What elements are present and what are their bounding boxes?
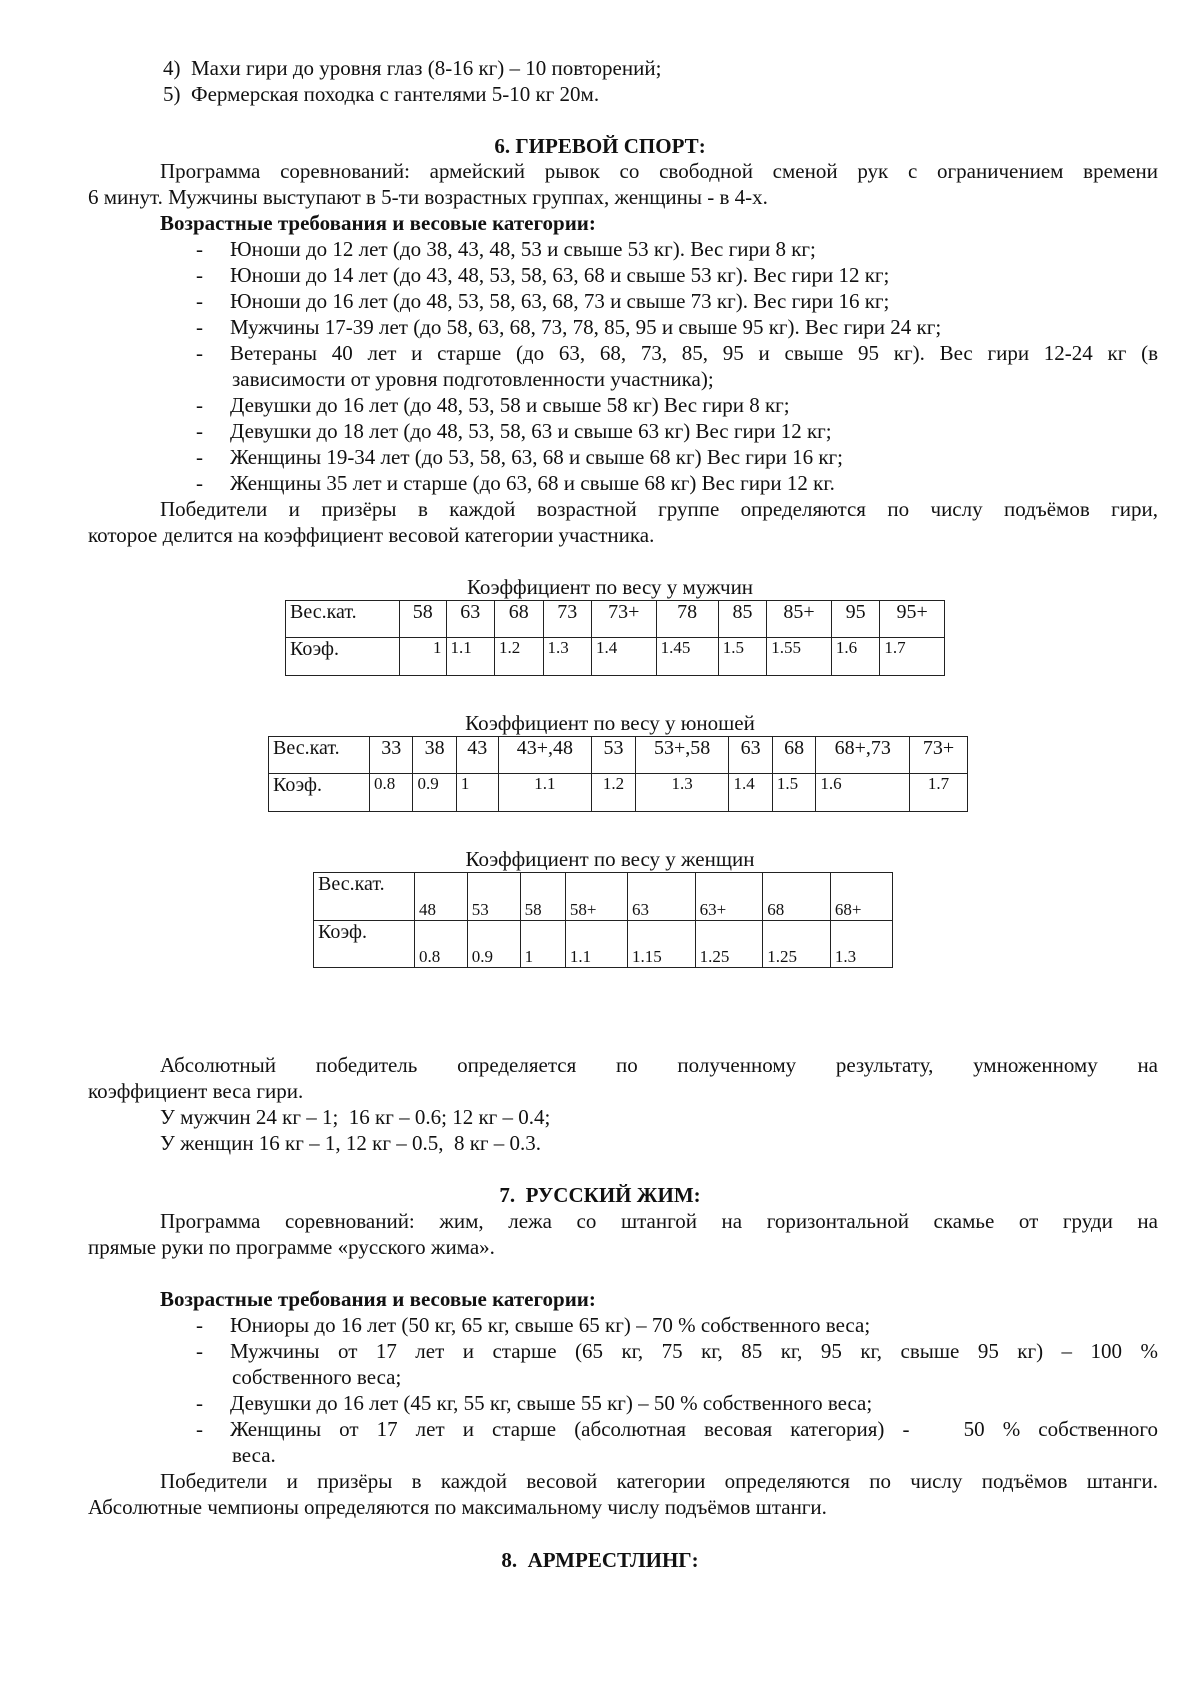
bullet-dash: -	[196, 1313, 203, 1337]
table-cell: 73+	[910, 737, 968, 774]
table-cell: 1.45	[656, 638, 718, 676]
coef-table-youth	[268, 736, 968, 812]
paragraph-line: Абсолютные чемпионы определяются по максимальному числу подъёмов штанги.	[88, 1495, 827, 1519]
table-cell: 1.1	[565, 921, 627, 968]
list-item: Юниоры до 16 лет (50 кг, 65 кг, свыше 65 кг) – 70 % собственного веса;	[230, 1313, 871, 1337]
table-cell: 1.1	[446, 638, 495, 676]
bullet-dash: -	[196, 237, 203, 261]
list-item: Мужчины от 17 лет и старше (65 кг, 75 кг, 85 кг, 95 кг, свыше 95 кг) – 100 %	[230, 1339, 1158, 1363]
table-cell: 63	[729, 737, 772, 774]
coef-table-women	[313, 872, 893, 968]
coef-table-men	[285, 600, 945, 676]
list-item-continuation: веса.	[232, 1443, 276, 1467]
table-cell: 33	[370, 737, 413, 774]
table-header-cell: Коэф.	[269, 774, 370, 812]
list-item: Юноши до 12 лет (до 38, 43, 48, 53 и свыше 53 кг). Вес гири 8 кг;	[230, 237, 816, 261]
list-item: 5) Фермерская походка с гантелями 5-10 кг 20м.	[163, 82, 600, 106]
paragraph-line: коэффициент веса гири.	[88, 1079, 304, 1103]
table-header-cell: Вес.кат.	[314, 873, 415, 921]
table-cell: 1.7	[880, 638, 945, 676]
list-item-continuation: зависимости от уровня подготовленности участника);	[232, 367, 714, 391]
paragraph-line: Абсолютный победитель определяется по полученному результату, умноженному на	[160, 1053, 1158, 1077]
bullet-dash: -	[196, 263, 203, 287]
table-cell: 68+,73	[816, 737, 910, 774]
table-cell: 0.9	[467, 921, 520, 968]
list-item: Девушки до 16 лет (до 48, 53, 58 и свыше 58 кг) Вес гири 8 кг;	[230, 393, 790, 417]
section-heading: 7. РУССКИЙ ЖИМ:	[499, 1183, 701, 1207]
table-cell: 63	[628, 873, 696, 921]
paragraph-line: У женщин 16 кг – 1, 12 кг – 0.5, 8 кг – 0.3.	[160, 1131, 542, 1155]
table-cell: 1.3	[830, 921, 892, 968]
table-header-cell: Коэф.	[286, 638, 400, 676]
bullet-dash: -	[196, 471, 203, 495]
table-cell: 1.4	[729, 774, 772, 812]
table-caption: Коэффициент по весу у юношей	[465, 711, 755, 735]
table-caption: Коэффициент по весу у женщин	[465, 847, 755, 871]
table-cell: 1.1	[498, 774, 592, 812]
list-item: Юноши до 16 лет (до 48, 53, 58, 63, 68, 73 и свыше 73 кг). Вес гири 16 кг;	[230, 289, 890, 313]
table-cell: 68	[763, 873, 831, 921]
table-cell: 68	[772, 737, 815, 774]
table-cell: 58	[520, 873, 565, 921]
list-item: Женщины 19-34 лет (до 53, 58, 63, 68 и свыше 68 кг) Вес гири 16 кг;	[230, 445, 844, 469]
table-cell: 1.2	[495, 638, 544, 676]
table-cell: 1.25	[695, 921, 763, 968]
bullet-dash: -	[196, 315, 203, 339]
bullet-dash: -	[196, 1391, 203, 1415]
table-header-cell: Вес.кат.	[269, 737, 370, 774]
table-cell: 1.3	[635, 774, 729, 812]
table-cell: 78	[656, 601, 718, 638]
table-cell: 68	[495, 601, 544, 638]
table-cell: 85+	[767, 601, 832, 638]
table-cell: 1.4	[592, 638, 657, 676]
table-cell: 1.7	[910, 774, 968, 812]
bullet-dash: -	[196, 419, 203, 443]
list-item: Девушки до 16 лет (45 кг, 55 кг, свыше 55 кг) – 50 % собственного веса;	[230, 1391, 873, 1415]
paragraph-line: Программа соревнований: армейский рывок со свободной сменой рук с ограничением времени	[160, 159, 1158, 183]
table-cell: 0.9	[413, 774, 456, 812]
table-cell: 43+,48	[498, 737, 592, 774]
bullet-dash: -	[196, 445, 203, 469]
subheading: Возрастные требования и весовые категории:	[160, 1287, 596, 1311]
table-cell: 1.55	[767, 638, 832, 676]
table-cell: 53+,58	[635, 737, 729, 774]
list-item: Юноши до 14 лет (до 43, 48, 53, 58, 63, 68 и свыше 53 кг). Вес гири 12 кг;	[230, 263, 890, 287]
bullet-dash: -	[196, 1339, 203, 1363]
list-item-continuation: собственного веса;	[232, 1365, 402, 1389]
list-item: Девушки до 18 лет (до 48, 53, 58, 63 и свыше 63 кг) Вес гири 12 кг;	[230, 419, 832, 443]
table-cell: 1.15	[628, 921, 696, 968]
table-cell: 1.2	[592, 774, 635, 812]
table-cell: 0.8	[415, 921, 468, 968]
table-cell: 85	[718, 601, 767, 638]
table-cell: 38	[413, 737, 456, 774]
list-item: Мужчины 17-39 лет (до 58, 63, 68, 73, 78, 85, 95 и свыше 95 кг). Вес гири 24 кг;	[230, 315, 942, 339]
list-item: Ветераны 40 лет и старше (до 63, 68, 73, 85, 95 и свыше 95 кг). Вес гири 12-24 кг (в	[230, 341, 1158, 365]
table-header-cell: Вес.кат.	[286, 601, 400, 638]
paragraph-line: которое делится на коэффициент весовой категории участника.	[88, 523, 655, 547]
table-cell: 1	[520, 921, 565, 968]
table-cell: 58+	[565, 873, 627, 921]
table-cell: 53	[592, 737, 635, 774]
table-caption: Коэффициент по весу у мужчин	[466, 575, 754, 599]
paragraph-line: Программа соревнований: жим, лежа со штангой на горизонтальной скамье от груди на	[160, 1209, 1158, 1233]
paragraph-line: Победители и призёры в каждой возрастной группе определяются по числу подъёмов гири,	[160, 497, 1158, 521]
table-cell: 53	[467, 873, 520, 921]
paragraph-line: прямые руки по программе «русского жима».	[88, 1235, 495, 1259]
paragraph-line: У мужчин 24 кг – 1; 16 кг – 0.6; 12 кг – 0.4;	[160, 1105, 551, 1129]
table-cell: 1.3	[543, 638, 592, 676]
list-item: 4) Махи гири до уровня глаз (8-16 кг) – 10 повторений;	[163, 56, 662, 80]
paragraph-line: 6 минут. Мужчины выступают в 5-ти возрастных группах, женщины - в 4-х.	[88, 185, 768, 209]
table-cell: 95	[831, 601, 880, 638]
section-heading: 6. ГИРЕВОЙ СПОРТ:	[494, 134, 706, 158]
table-cell: 0.8	[370, 774, 413, 812]
bullet-dash: -	[196, 341, 203, 365]
table-cell: 68+	[830, 873, 892, 921]
bullet-dash: -	[196, 1417, 203, 1441]
table-cell: 58	[400, 601, 447, 638]
bullet-dash: -	[196, 393, 203, 417]
section-heading: 8. АРМРЕСТЛИНГ:	[501, 1548, 699, 1572]
table-cell: 1.6	[816, 774, 910, 812]
table-cell: 73	[543, 601, 592, 638]
table-cell: 73+	[592, 601, 657, 638]
subheading: Возрастные требования и весовые категории:	[160, 211, 596, 235]
table-cell: 48	[415, 873, 468, 921]
bullet-dash: -	[196, 289, 203, 313]
table-cell: 1.6	[831, 638, 880, 676]
table-cell: 1	[400, 638, 447, 676]
list-item: Женщины 35 лет и старше (до 63, 68 и свыше 68 кг) Вес гири 12 кг.	[230, 471, 835, 495]
table-cell: 63+	[695, 873, 763, 921]
table-cell: 95+	[880, 601, 945, 638]
table-cell: 1.25	[763, 921, 831, 968]
table-cell: 43	[456, 737, 498, 774]
table-cell: 1.5	[718, 638, 767, 676]
list-item: Женщины от 17 лет и старше (абсолютная весовая категория) - 50 % собственного	[230, 1417, 1158, 1441]
table-cell: 1	[456, 774, 498, 812]
table-header-cell: Коэф.	[314, 921, 415, 968]
table-cell: 63	[446, 601, 495, 638]
paragraph-line: Победители и призёры в каждой весовой категории определяются по числу подъёмов штанги.	[160, 1469, 1158, 1493]
table-cell: 1.5	[772, 774, 815, 812]
